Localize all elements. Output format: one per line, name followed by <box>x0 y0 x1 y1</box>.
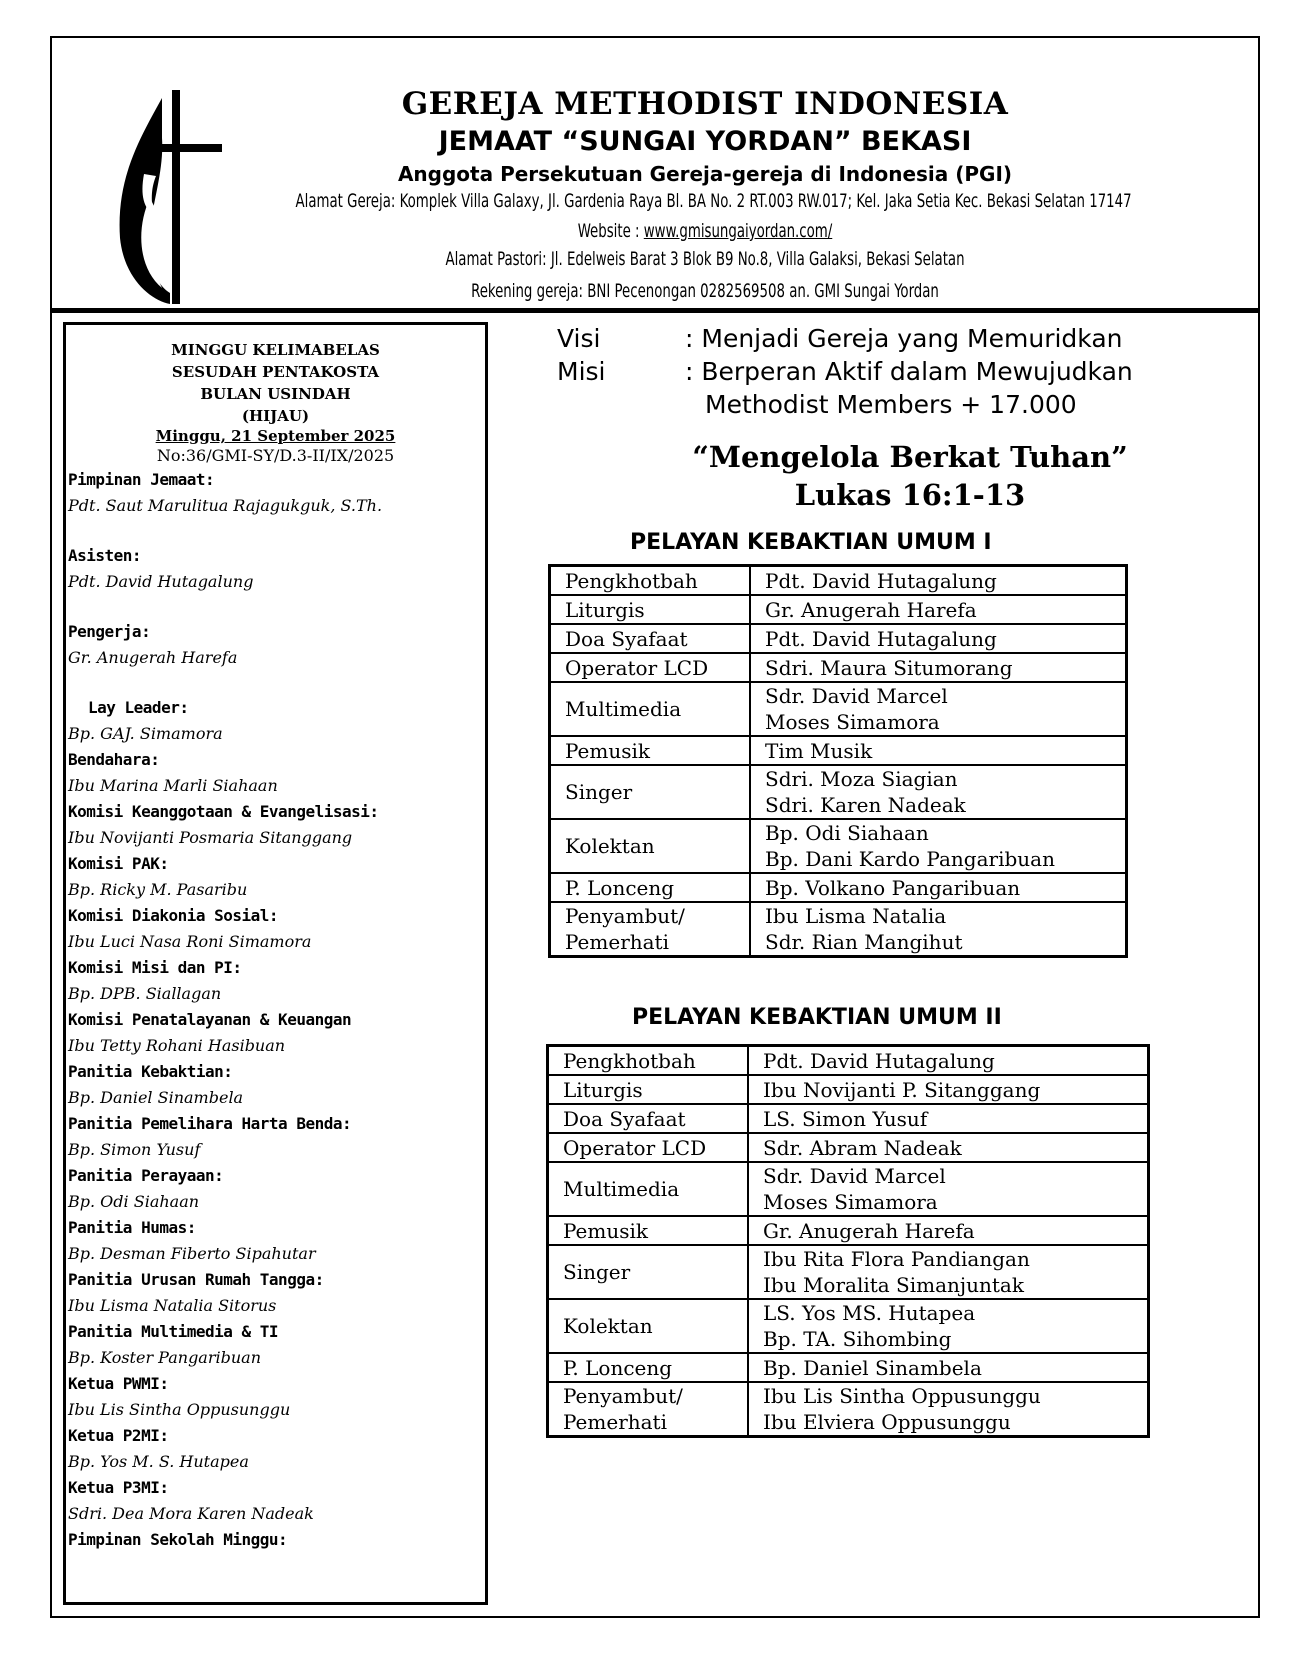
service-names-cell <box>750 736 1127 765</box>
leader-name: Ibu Lis Sintha Oppusunggu <box>68 1400 291 1419</box>
service-role-cell <box>548 1104 749 1133</box>
table-row <box>548 1382 1149 1437</box>
leader-name: Ibu Novijanti Posmaria Sitanggang <box>68 828 353 847</box>
service-role-cell <box>550 873 751 902</box>
vision-mission <box>557 322 1237 421</box>
servant-name: Pdt. David Hutagalung <box>765 568 997 593</box>
sunday-heading <box>66 339 485 427</box>
servant-name: Sdri. Moza Siagian <box>765 767 958 791</box>
service-names-cell <box>750 566 1127 596</box>
service-role: Penyambut/ <box>565 904 685 928</box>
service-names-cell <box>748 1216 1149 1245</box>
servant-name: Pdt. David Hutagalung <box>765 626 997 651</box>
service2-title: PELAYAN KEBAKTIAN UMUM II <box>632 1005 1002 1030</box>
spacer <box>68 671 485 695</box>
servant-name: Moses Simamora <box>765 710 940 734</box>
leader-name: Bp. Ricky M. Pasaribu <box>68 880 248 899</box>
service-role: P. Lonceng <box>565 875 675 900</box>
leader-name: Pdt. David Hutagalung <box>68 572 254 591</box>
bank-account: Rekening gereja: BNI Pecenongan 0282569508 an. GMI Sungai Yordan <box>471 280 939 302</box>
service-role: Pengkhotbah <box>563 1048 696 1073</box>
service-names-cell <box>750 653 1127 682</box>
service-names-cell <box>750 902 1127 957</box>
service-role-cell <box>548 1046 749 1076</box>
service-role: Pemerhati <box>565 930 669 954</box>
spacer <box>68 519 485 543</box>
misi-text: : Berperan Aktif dalam Mewujudkan <box>685 357 1133 386</box>
misi-text-continued: Methodist Members + 17.000 <box>705 390 1077 419</box>
leader-role-label: Lay Leader: <box>88 698 189 717</box>
servant-name: Bp. Volkano Pangaribuan <box>765 875 1021 900</box>
service-role: Penyambut/ <box>563 1384 683 1408</box>
service-role: Kolektan <box>565 834 655 858</box>
leader-name: Ibu Tetty Rohani Hasibuan <box>68 1036 286 1055</box>
service-role: Singer <box>563 1260 631 1284</box>
servant-name: Bp. Daniel Sinambela <box>763 1355 982 1380</box>
leader-role-label: Komisi Misi dan PI: <box>68 958 242 977</box>
leader-name: Ibu Lisma Natalia Sitorus <box>68 1296 277 1315</box>
parsonage-address: Alamat Pastori: Jl. Edelweis Barat 3 Blok B9 No.8, Villa Galaksi, Bekasi Selatan <box>445 248 965 270</box>
service-role-cell <box>548 1075 749 1104</box>
table-row <box>548 1104 1149 1133</box>
leader-role-label: Ketua PWMI: <box>68 1374 169 1393</box>
visi-text: : Menjadi Gereja yang Memuridkan <box>685 324 1123 353</box>
sermon-theme: “Mengelola Berkat Tuhan” <box>692 440 1128 474</box>
service-names-cell <box>748 1245 1149 1299</box>
leader-role-label: Panitia Pemelihara Harta Benda: <box>68 1114 352 1133</box>
service-names-cell <box>748 1353 1149 1382</box>
service-role-cell <box>550 624 751 653</box>
servant-name: Ibu Lisma Natalia <box>765 904 947 928</box>
leader-role-label: Panitia Perayaan: <box>68 1166 224 1185</box>
servant-name: Bp. Odi Siahaan <box>765 821 929 845</box>
table-row <box>550 595 1127 624</box>
service-role-cell <box>550 566 751 596</box>
website-link[interactable]: www.gmisungaiyordan.com/ <box>643 220 833 242</box>
leader-role-label: Komisi Keanggotaan & Evangelisasi: <box>68 802 379 821</box>
servant-name: Moses Simamora <box>763 1190 938 1214</box>
servant-name: LS. Simon Yusuf <box>763 1106 928 1131</box>
leader-role-label: Ketua P2MI: <box>68 1426 169 1445</box>
table-row <box>550 819 1127 873</box>
leader-role-label: Asisten: <box>68 546 142 565</box>
congregation-name: JEMAAT “SUNGAI YORDAN” BEKASI <box>438 126 972 157</box>
service-role-cell <box>548 1133 749 1162</box>
table-row <box>548 1299 1149 1353</box>
servant-name: Sdr. David Marcel <box>765 684 948 708</box>
service-names-cell <box>750 624 1127 653</box>
servant-name: Gr. Anugerah Harefa <box>763 1218 975 1243</box>
sermon-scripture: Lukas 16:1-13 <box>794 478 1026 512</box>
service-role-cell <box>550 765 751 819</box>
service-role: Multimedia <box>565 697 682 721</box>
service-names-cell <box>748 1299 1149 1353</box>
service-role: Operator LCD <box>563 1135 707 1160</box>
table-row <box>550 566 1127 596</box>
service-names-cell <box>750 819 1127 873</box>
service-role: Doa Syafaat <box>563 1106 686 1131</box>
service-role: Liturgis <box>563 1077 643 1102</box>
service-names-cell <box>748 1046 1149 1076</box>
leader-role-label: Komisi Diakonia Sosial: <box>68 906 279 925</box>
service-names-cell <box>750 873 1127 902</box>
misi-label: Misi <box>557 357 606 386</box>
heading-line: MINGGU KELIMABELAS <box>171 341 380 359</box>
bulletin-number: No:36/GMI-SY/D.3-II/IX/2025 <box>156 446 395 465</box>
service-role: Liturgis <box>565 597 645 622</box>
service-role: Pemusik <box>565 738 651 763</box>
table-row <box>548 1162 1149 1216</box>
service1-title: PELAYAN KEBAKTIAN UMUM I <box>630 530 992 555</box>
service-role-cell <box>550 819 751 873</box>
table-row <box>550 624 1127 653</box>
servant-name: Bp. Dani Kardo Pangaribuan <box>765 847 1055 871</box>
leader-role-label: Panitia Kebaktian: <box>68 1062 233 1081</box>
servant-name: Tim Musik <box>765 738 873 763</box>
service-role: Doa Syafaat <box>565 626 688 651</box>
service-role: Kolektan <box>563 1314 653 1338</box>
leader-name: Bp. GAJ. Simamora <box>68 724 223 743</box>
table-row <box>550 765 1127 819</box>
service-role: Multimedia <box>563 1177 680 1201</box>
church-address: Alamat Gereja: Komplek Villa Galaxy, Jl. Gardenia Raya Bl. BA No. 2 RT.003 RW.017; Kel. Jaka Setia Kec. Bekasi Selatan 17147 <box>295 190 1132 212</box>
service-role: Singer <box>565 780 633 804</box>
leader-name: Gr. Anugerah Harefa <box>68 648 238 667</box>
leader-name: Bp. Daniel Sinambela <box>68 1088 244 1107</box>
leadership-panel <box>63 322 488 1605</box>
leader-role-label: Pengerja: <box>68 622 151 641</box>
leader-role-label: Panitia Humas: <box>68 1218 196 1237</box>
table-row <box>550 736 1127 765</box>
service-role-cell <box>548 1162 749 1216</box>
leader-role-label: Bendahara: <box>68 750 160 769</box>
website-label: Website : <box>577 220 644 242</box>
service-names-cell <box>750 595 1127 624</box>
service-role: P. Lonceng <box>563 1355 673 1380</box>
servant-name: Pdt. David Hutagalung <box>763 1048 995 1073</box>
service2-table <box>546 1044 1150 1438</box>
leader-name: Bp. Simon Yusuf <box>68 1140 201 1159</box>
leader-role-label: Komisi Penatalayanan & Keuangan <box>68 1010 352 1029</box>
leader-name: Ibu Luci Nasa Roni Simamora <box>68 932 312 951</box>
table-row <box>548 1216 1149 1245</box>
service-names-cell <box>748 1162 1149 1216</box>
table-row <box>548 1353 1149 1382</box>
servant-name: Sdr. David Marcel <box>763 1164 946 1188</box>
leader-name: Bp. Yos M. S. Hutapea <box>68 1452 249 1471</box>
servant-name: Sdr. Abram Nadeak <box>763 1135 962 1160</box>
service-role-cell <box>548 1382 749 1437</box>
table-row <box>550 682 1127 736</box>
leader-name: Bp. Desman Fiberto Sipahutar <box>68 1244 316 1263</box>
service-names-cell <box>750 765 1127 819</box>
church-name: GEREJA METHODIST INDONESIA <box>401 86 1009 122</box>
servant-name: Ibu Novijanti P. Sitanggang <box>763 1077 1041 1102</box>
leader-role-label: Komisi PAK: <box>68 854 169 873</box>
servant-name: Gr. Anugerah Harefa <box>765 597 977 622</box>
service-names-cell <box>748 1075 1149 1104</box>
service-role-cell <box>548 1299 749 1353</box>
servant-name: Sdri. Karen Nadeak <box>765 793 966 817</box>
leadership-list <box>66 467 485 1553</box>
table-row <box>550 873 1127 902</box>
servant-name: Bp. TA. Sihombing <box>763 1327 952 1351</box>
service-names-cell <box>748 1382 1149 1437</box>
service-role-cell <box>550 682 751 736</box>
servant-name: Ibu Moralita Simanjuntak <box>763 1273 1024 1297</box>
heading-line: SESUDAH PENTAKOSTA <box>171 363 380 381</box>
leader-name: Bp. DPB. Siallagan <box>68 984 222 1003</box>
membership-line: Anggota Persekutuan Gereja-gereja di Indonesia (PGI) <box>397 162 1013 186</box>
leader-role-label: Pimpinan Sekolah Minggu: <box>68 1530 288 1549</box>
table-row <box>548 1046 1149 1076</box>
table-row <box>548 1245 1149 1299</box>
servant-name: Ibu Elviera Oppusunggu <box>763 1410 1011 1434</box>
service-names-cell <box>750 682 1127 736</box>
service-role: Operator LCD <box>565 655 709 680</box>
service-role-cell <box>550 902 751 957</box>
service-role: Pemusik <box>563 1218 649 1243</box>
leader-role-label: Panitia Urusan Rumah Tangga: <box>68 1270 324 1289</box>
spacer <box>68 595 485 619</box>
servant-name: Sdri. Maura Situmorang <box>765 655 1013 680</box>
table-row <box>548 1133 1149 1162</box>
leader-name: Bp. Koster Pangaribuan <box>68 1348 261 1367</box>
service-date: Minggu, 21 September 2025 <box>155 427 396 445</box>
service-role: Pengkhotbah <box>565 568 698 593</box>
service-role-cell <box>550 653 751 682</box>
website-line <box>296 220 1115 242</box>
service-role-cell <box>550 595 751 624</box>
service-role-cell <box>548 1353 749 1382</box>
leader-role-label: Ketua P3MI: <box>68 1478 169 1497</box>
servant-name: Ibu Rita Flora Pandiangan <box>763 1247 1030 1271</box>
service-role-cell <box>548 1216 749 1245</box>
table-row <box>550 902 1127 957</box>
service1-table <box>548 564 1128 958</box>
service-role-cell <box>550 736 751 765</box>
heading-line: BULAN USINDAH <box>200 385 351 403</box>
leader-name: Sdri. Dea Mora Karen Nadeak <box>68 1504 314 1523</box>
leader-name: Bp. Odi Siahaan <box>68 1192 200 1211</box>
leader-role-label: Panitia Multimedia & TI <box>68 1322 279 1341</box>
service-names-cell <box>748 1133 1149 1162</box>
servant-name: Ibu Lis Sintha Oppusunggu <box>763 1384 1041 1408</box>
table-row <box>550 653 1127 682</box>
header-divider <box>52 308 1258 313</box>
leader-name: Ibu Marina Marli Siahaan <box>68 776 278 795</box>
leader-role-label: Pimpinan Jemaat: <box>68 470 215 489</box>
service-names-cell <box>748 1104 1149 1133</box>
service-role-cell <box>548 1245 749 1299</box>
heading-line: (HIJAU) <box>241 407 310 425</box>
servant-name: LS. Yos MS. Hutapea <box>763 1301 976 1325</box>
table-row <box>548 1075 1149 1104</box>
visi-label: Visi <box>557 324 601 353</box>
servant-name: Sdr. Rian Mangihut <box>765 930 963 954</box>
leader-name: Pdt. Saut Marulitua Rajagukguk, S.Th. <box>68 496 383 515</box>
service-role: Pemerhati <box>563 1410 667 1434</box>
